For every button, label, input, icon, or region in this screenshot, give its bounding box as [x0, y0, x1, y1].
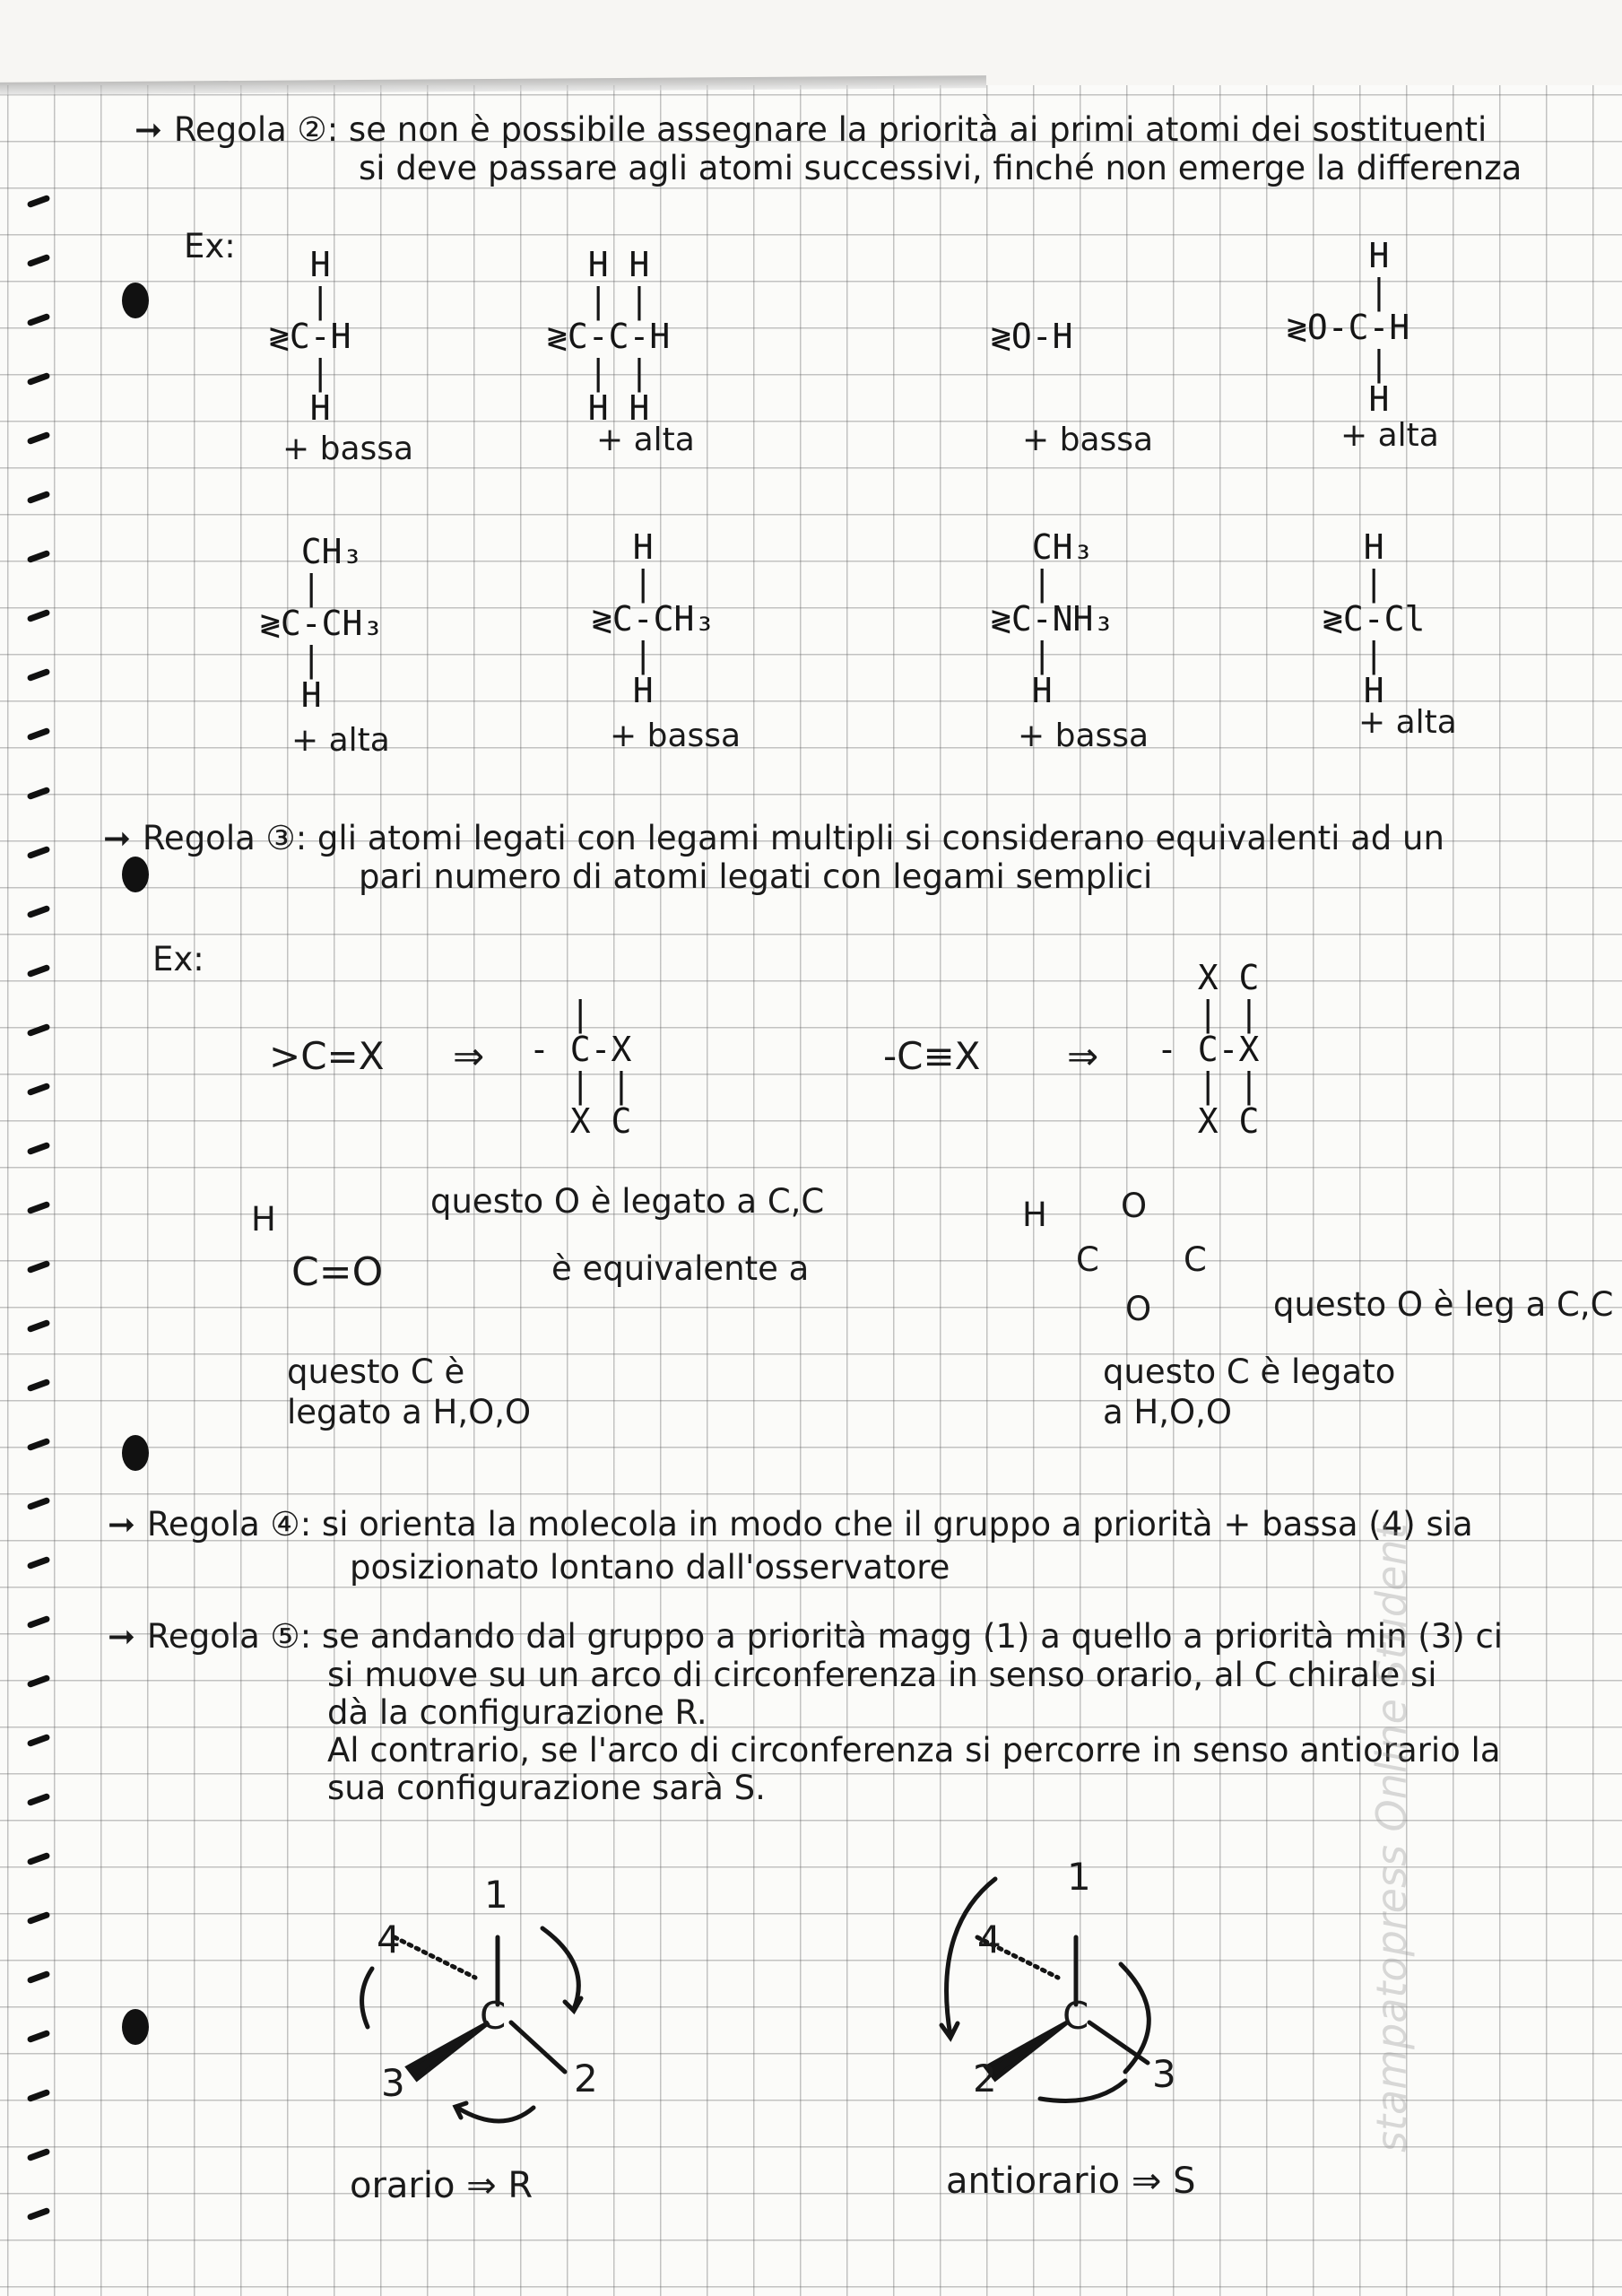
- triple-bond-equivalent: X C | | - C-X | | X C: [1157, 958, 1260, 1141]
- aldehyde-co: C=O: [291, 1249, 384, 1295]
- ex-label: Ex:: [152, 940, 204, 978]
- rule-2-line-2: si deve passare agli atomi successivi, finché non emerge la differenza: [359, 149, 1522, 187]
- rule-3-line-2: pari numero di atomi legati con legami semplici: [359, 857, 1153, 896]
- structure-ethyl-2: H | ≷C-CH₃ | H: [592, 527, 716, 710]
- chiral-carbon: C: [480, 1994, 507, 2038]
- structure-ethyl: H H | | ≷C-C-H | | H H: [547, 245, 671, 428]
- priority-label: + alta: [291, 722, 390, 759]
- right-note-o: questo O è leg a C,C: [1273, 1285, 1614, 1324]
- chiral-carbon: C: [1063, 1994, 1089, 2038]
- priority-3: 3: [1152, 2052, 1176, 2096]
- right-note-c-line-2: a H,O,O: [1103, 1393, 1233, 1431]
- structure-amine: CH₃ | ≷C-NH₃ | H: [991, 527, 1115, 710]
- double-bond-equivalent: | - C-X | | X C: [529, 994, 632, 1141]
- priority-label: + bassa: [610, 718, 742, 754]
- right-c2: C: [1184, 1240, 1207, 1279]
- arrow-2-to-3: [457, 2108, 533, 2121]
- watermark: stampatopress Online Student: [1367, 1523, 1416, 2152]
- rule-5-line-2: si muove su un arco di circonferenza in senso orario, al C chirale si: [327, 1656, 1437, 1694]
- rule-5-line-5: sua configurazione sarà S.: [327, 1769, 766, 1807]
- note-c-line-1: questo C è: [287, 1352, 465, 1391]
- arrow-return: [1040, 2081, 1125, 2101]
- right-note-c-line-1: questo C è legato: [1103, 1352, 1396, 1391]
- caption-antiorario-s: antiorario ⇒ S: [946, 2161, 1196, 2202]
- priority-label: + alta: [1340, 417, 1439, 454]
- arrow-1-to-2: [542, 1928, 578, 2009]
- priority-2: 2: [973, 2057, 997, 2100]
- right-h: H: [1022, 1196, 1047, 1234]
- caption-orario-r: orario ⇒ R: [350, 2165, 533, 2206]
- triple-bond: -C≡X: [883, 1034, 981, 1078]
- ex-label: Ex:: [184, 227, 236, 265]
- right-o-top: O: [1121, 1187, 1148, 1225]
- hashed-bond-4: [395, 1937, 475, 1978]
- structure-ch3: H | ≷C-H | H: [269, 245, 351, 428]
- priority-2: 2: [574, 2057, 598, 2100]
- rule-5-line-4: Al contrario, se l'arco di circonferenza si percorre in senso antiorario la: [327, 1731, 1501, 1770]
- right-c: C: [1076, 1240, 1099, 1279]
- priority-label: + bassa: [282, 430, 414, 467]
- implies-arrow: ⇒: [1067, 1034, 1099, 1078]
- structure-oh: ≷O-H: [991, 317, 1073, 356]
- aldehyde-h: H: [251, 1200, 276, 1239]
- rule-5-line-3: dà la configurazione R.: [327, 1693, 707, 1732]
- rule-5-line-1: ➞ Regola ⑤: se andando dal gruppo a priorità magg (1) a quello a priorità min (3) ci: [108, 1617, 1504, 1656]
- rule-2-line-1: ➞ Regola ②: se non è possibile assegnare la priorità ai primi atomi dei sostituenti: [134, 110, 1488, 149]
- priority-3: 3: [381, 2061, 405, 2105]
- equivalent-text: è equivalente a: [551, 1249, 810, 1288]
- rule-4-line-2: posizionato lontano dall'osservatore: [350, 1548, 950, 1587]
- implies-arrow: ⇒: [453, 1034, 485, 1078]
- wedge-bond-2: [986, 2022, 1067, 2079]
- arrow-3-to-4: [362, 1969, 372, 2027]
- priority-label: + alta: [1358, 704, 1457, 741]
- structure-chloro: H | ≷C-Cl | H: [1323, 527, 1426, 710]
- priority-label: + bassa: [1018, 718, 1149, 754]
- double-bond: >C=X: [269, 1034, 385, 1078]
- structure-och3: H | ≷O-C-H | H: [1287, 236, 1410, 419]
- bond-2: [511, 2022, 565, 2072]
- priority-4: 4: [377, 1918, 401, 1961]
- priority-label: + bassa: [1022, 422, 1154, 458]
- priority-label: + alta: [596, 422, 695, 458]
- rule-3-line-1: ➞ Regola ③: gli atomi legati con legami multipli si considerano equivalenti ad un: [103, 819, 1444, 857]
- priority-1: 1: [484, 1873, 508, 1917]
- priority-1: 1: [1067, 1855, 1091, 1899]
- note-o: questo O è legato a C,C: [430, 1182, 825, 1221]
- structure-isopropyl: CH₃ | ≷C-CH₃ | H: [260, 532, 384, 715]
- right-o: O: [1125, 1290, 1152, 1328]
- rule-4-line-1: ➞ Regola ④: si orienta la molecola in modo che il gruppo a priorità + bassa (4) sia: [108, 1505, 1473, 1544]
- note-c-line-2: legato a H,O,O: [287, 1393, 532, 1431]
- wedge-bond-3: [408, 2022, 489, 2079]
- priority-4: 4: [977, 1918, 1002, 1961]
